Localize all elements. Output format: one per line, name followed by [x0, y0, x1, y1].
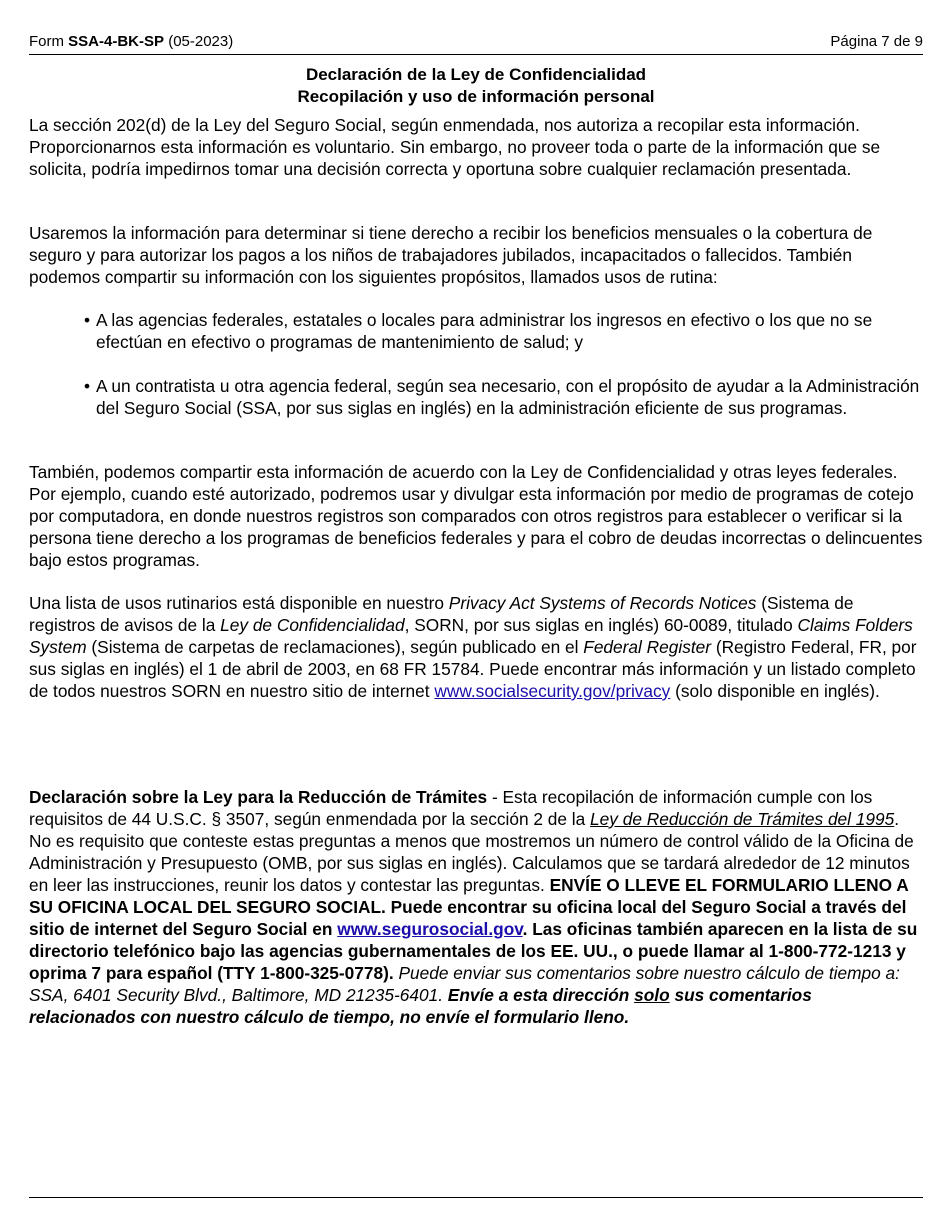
privacy-link[interactable]: www.socialsecurity.gov/privacy	[434, 681, 671, 701]
privacy-paragraph-1: La sección 202(d) de la Ley del Seguro Social, según enmendada, nos autoriza a recopilar esta información. Proporcionarnos esta información es voluntario. Sin embargo, no proveer toda o parte de la información que se solicita, podría impedirnos tomar una decisión correcta y oportuna sobre cualquier reclamación presentada.	[29, 115, 881, 179]
header-divider	[29, 54, 923, 55]
routine-use-text: A las agencias federales, estatales o locales para administrar los ingresos en efectivo o los que no se efectúan en efectivo o programas de mantenimiento de salud; y	[96, 310, 873, 352]
privacy-paragraph-2: Usaremos la información para determinar si tiene derecho a recibir los beneficios mensuales o la cobertura de seguro y para autorizar los pagos a los niños de trabajadores jubilados, incapacitados o fallecidos. También podemos compartir su información con los siguientes propósitos, llamados usos de rutina:	[29, 223, 873, 287]
privacy-act-title: Declaración de la Ley de Confidencialidad	[305, 65, 647, 84]
page-number: Página 7 de 9	[830, 33, 923, 50]
paperwork-law-name: Ley de Reducción de Trámites del 1995	[590, 809, 895, 829]
privacy-act-titles	[29, 64, 923, 108]
privacy-paragraph-4: Una lista de usos rutinarios está disponible en nuestro Privacy Act Systems of Records Notices (Sistema de registros de avisos de la Ley de Confidencialidad, SORN, por sus siglas en inglés) 60-0089, titulado Claims Folders System (Sistema de carpetas de reclamaciones), según publicado en el Federal Register (Registro Federal, FR, por sus siglas en inglés) el 1 de abril de 2003, en 68 FR 15784. Puede encontrar más información y un listado completo de todos nuestros SORN en nuestro sitio de internet www.socialsecurity.gov/privacy (solo disponible en inglés).	[29, 593, 917, 701]
paperwork-heading: Declaración sobre la Ley para la Reducción de Trámites	[29, 787, 488, 807]
routine-use-item	[84, 375, 924, 419]
routine-use-item	[84, 309, 924, 353]
routine-use-text: A un contratista u otra agencia federal, según sea necesario, con el propósito de ayudar a la Administración del Seguro Social (SSA, por sus siglas en inglés) en la administración eficiente de sus programas.	[96, 376, 920, 418]
privacy-paragraph-3: También, podemos compartir esta información de acuerdo con la Ley de Confidencialidad y otras leyes federales. Por ejemplo, cuando esté autorizado, podremos usar y divulgar esta información por medio de programas de cotejo por computadora, en donde nuestros registros son comparados con otros registros para establecer o verificar si la persona tiene derecho a los programas de beneficios federales y para el cobro de deudas incorrectas o delincuentes bajo estos programas.	[29, 462, 923, 570]
bullet-mark: •	[84, 310, 91, 330]
privacy-act-subtitle: Recopilación y uso de información personal	[297, 87, 655, 106]
page-header	[29, 32, 923, 52]
footer-divider	[29, 1197, 923, 1198]
form-id: Form SSA-4-BK-SP (05-2023)	[29, 33, 234, 50]
bullet-mark: •	[84, 376, 91, 396]
paperwork-reduction-paragraph: Declaración sobre la Ley para la Reducción de Trámites - Esta recopilación de información cumple con los requisitos de 44 U.S.C. § 3507, según enmendada por la sección 2 de la Ley de Reducción de Trámites del 1995. No es requisito que conteste estas preguntas a menos que mostremos un número de control válido de la Oficina de Administración y Presupuesto (OMB, por sus siglas en inglés). Calculamos que se tardará alrededor de 12 minutos en leer las instrucciones, reunir los datos y contestar las preguntas. ENVÍE O LLEVE EL FORMULARIO LLENO A SU OFICINA LOCAL DEL SEGURO SOCIAL. Puede encontrar su oficina local del Seguro Social a través del sitio de internet del Seguro Social en www.segurosocial.gov. Las oficinas también aparecen en la lista de su directorio telefónico bajo las agencias gubernamentales de los EE. UU., o puede llamar al 1-800-772-1213 y oprima 7 para español (TTY 1-800-325-0778). Puede enviar sus comentarios sobre nuestro cálculo de tiempo a: SSA, 6401 Security Blvd., Baltimore, MD 21235-6401. Envíe a esta dirección solo sus comentarios relacionados con nuestro cálculo de tiempo, no envíe el formulario lleno.	[29, 787, 918, 1027]
segurosocial-link[interactable]: www.segurosocial.gov	[337, 919, 523, 939]
